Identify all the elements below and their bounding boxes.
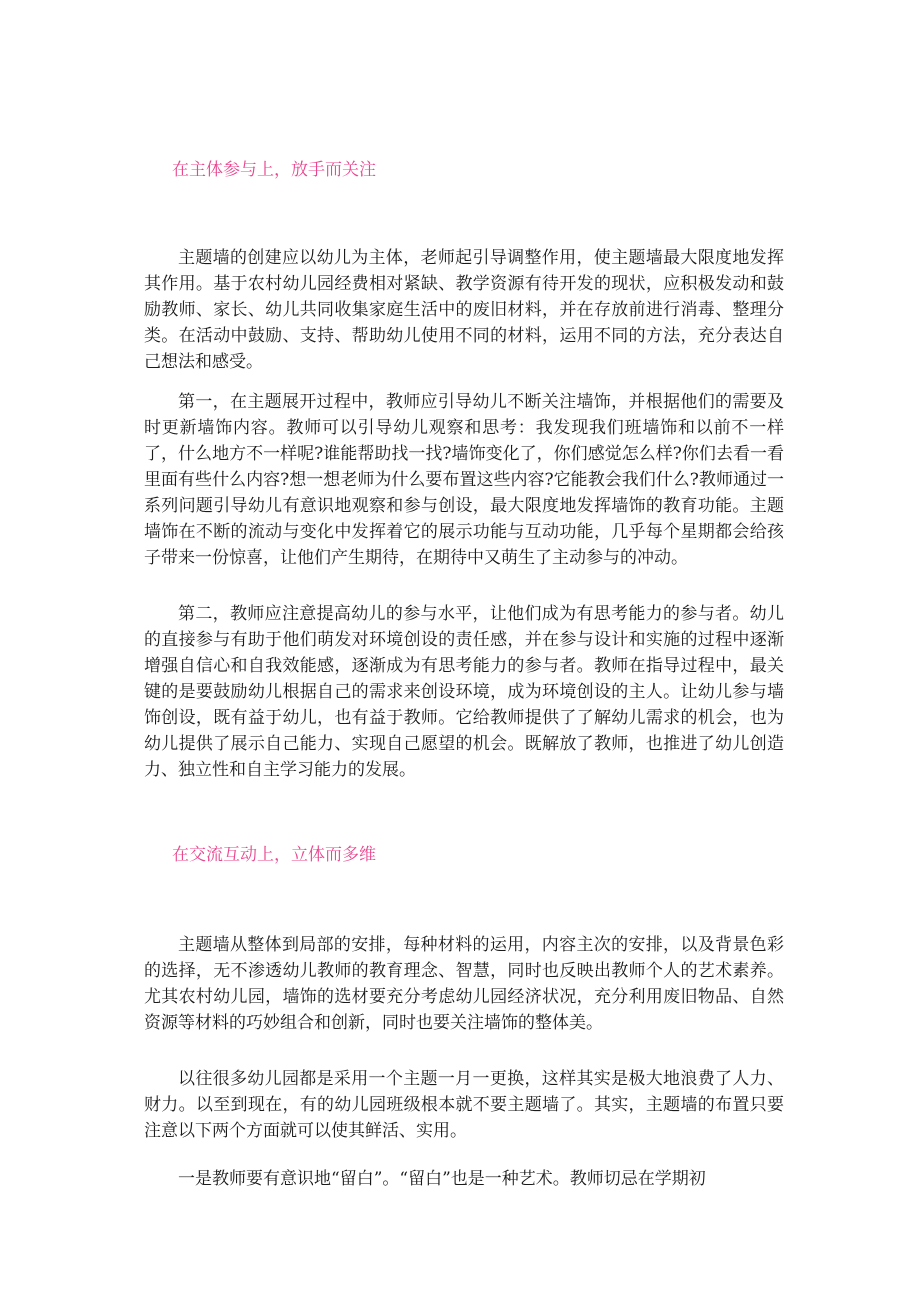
paragraph-4: 主题墙从整体到局部的安排，每种材料的运用，内容主次的安排，以及背景色彩的选择，无不渗透幼儿教师的教育理念、智慧，同时也反映出教师个人的艺术素养。尤其农村幼儿园，墙饰的选材要充分考虑幼儿园经济状况，充分利用废旧物品、自然资源等材料的巧妙组合和创新，同时也要关注墙饰的整体美。	[144, 935, 784, 1033]
paragraph-2: 第一，在主题展开过程中，教师应引导幼儿不断关注墙饰，并根据他们的需要及时更新墙饰内容。教师可以引导幼儿观察和思考：我发现我们班墙饰和以前不一样了，什么地方不一样呢?谁能帮助找一找?墙饰变化了，你们感觉怎么样?你们去看一看里面有些什么内容?想一想老师为什么要布置这些内容?它能教会我们什么?教师通过一系列问题引导幼儿有意识地观察和参与创设，最大限度地发挥墙饰的教育功能。主题墙饰在不断的流动与变化中发挥着它的展示功能与互动功能，几乎每个星期都会给孩子带来一份惊喜，让他们产生期待，在期待中又萌生了主动参与的冲动。	[144, 392, 784, 568]
section-heading-2: 在交流互动上，立体而多维	[172, 845, 376, 865]
paragraph-5: 以往很多幼儿园都是采用一个主题一月一更换，这样其实是极大地浪费了人力、财力。以至到现在，有的幼儿园班级根本就不要主题墙了。其实，主题墙的布置只要注意以下两个方面就可以使其鲜活、实用。	[144, 1069, 784, 1141]
paragraph-6: 一是教师要有意识地“留白”。“留白”也是一种艺术。教师切忌在学期初	[178, 1169, 706, 1189]
paragraph-1: 主题墙的创建应以幼儿为主体，老师起引导调整作用，使主题墙最大限度地发挥其作用。基于农村幼儿园经费相对紧缺、教学资源有待开发的现状，应积极发动和鼓励教师、家长、幼儿共同收集家庭生活中的废旧材料，并在存放前进行消毒、整理分类。在活动中鼓励、支持、帮助幼儿使用不同的材料，运用不同的方法，充分表达自己想法和感受。	[144, 248, 784, 372]
section-heading-1: 在主体参与上，放手而关注	[172, 160, 376, 180]
paragraph-3: 第二，教师应注意提高幼儿的参与水平，让他们成为有思考能力的参与者。幼儿的直接参与有助于他们萌发对环境创设的责任感，并在参与设计和实施的过程中逐渐增强自信心和自我效能感，逐渐成为有思考能力的参与者。教师在指导过程中，最关键的是要鼓励幼儿根据自己的需求来创设环境，成为环境创设的主人。让幼儿参与墙饰创设，既有益于幼儿，也有益于教师。它给教师提供了了解幼儿需求的机会，也为幼儿提供了展示自己能力、实现自己愿望的机会。既解放了教师，也推进了幼儿创造力、独立性和自主学习能力的发展。	[144, 604, 784, 780]
